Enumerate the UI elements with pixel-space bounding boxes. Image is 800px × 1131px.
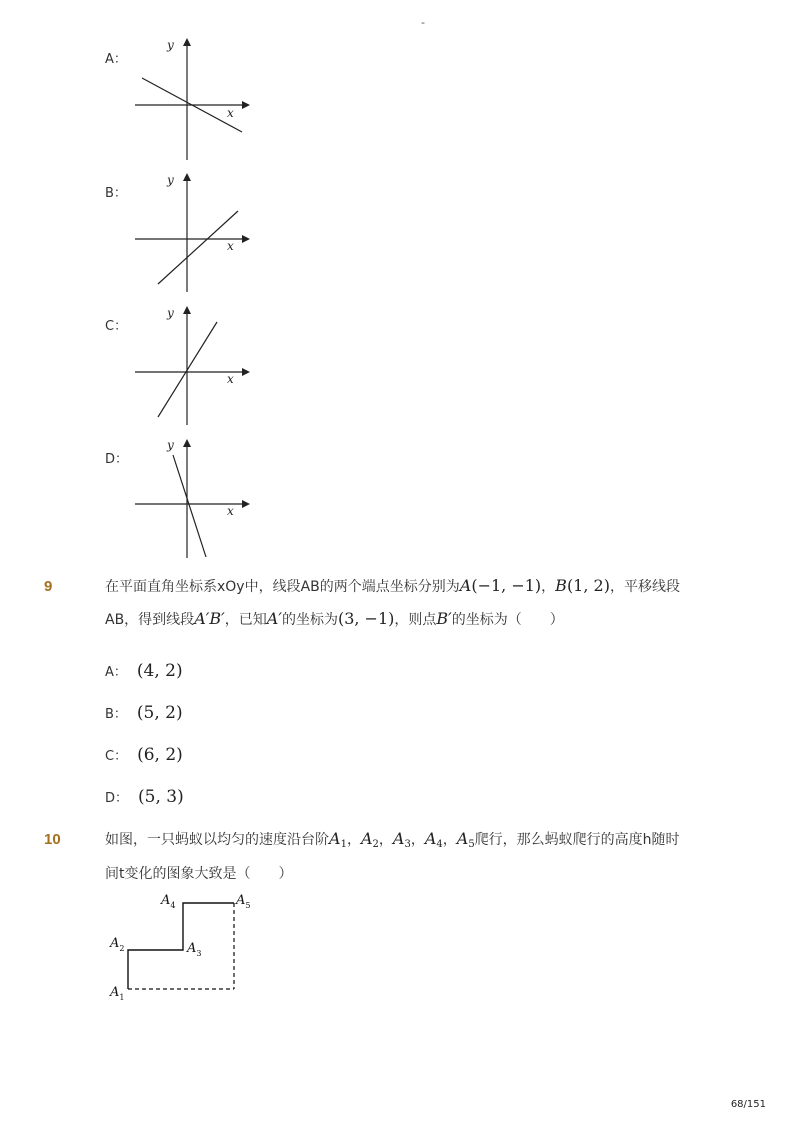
option-c-label[interactable]: C：	[105, 319, 128, 334]
point-label-a4: $A_4$	[161, 893, 176, 910]
option-a-label[interactable]: A：	[105, 52, 127, 67]
x-axis-label: x	[227, 372, 234, 386]
question-10-line-1: 如图，一只蚂蚁以均匀的速度沿台阶$A_1$，$A_2$，$A_3$，$A_4$，$A_5$爬行，那么蚂蚁爬行的高度h随时	[105, 829, 680, 850]
question-9-line-2: AB，得到线段A′B′，已知A′的坐标为(3, −1)，则点B′的坐标为（ ）	[105, 609, 564, 628]
y-axis-label: y	[167, 173, 174, 187]
x-axis-label: x	[227, 504, 234, 518]
staircase-figure	[105, 890, 265, 1010]
q9-option-d[interactable]: D： (5, 3)	[105, 787, 184, 807]
point-label-a5: $A_5$	[236, 893, 251, 910]
question-10-number: 10	[44, 831, 61, 848]
point-label-a3: $A_3$	[187, 941, 202, 958]
function-line	[173, 455, 206, 557]
point-label-a2: $A_2$	[110, 936, 125, 953]
y-axis-label: y	[167, 438, 174, 452]
option-b-graph	[130, 170, 250, 296]
option-d-label[interactable]: D：	[105, 452, 129, 467]
question-9-line-1: 在平面直角坐标系xOy中，线段AB的两个端点坐标分别为A(−1, −1)，B(1, 2)，平移线段	[105, 576, 680, 595]
x-axis-label: x	[227, 239, 234, 253]
y-axis-label: y	[167, 38, 174, 52]
y-axis-label: y	[167, 306, 174, 320]
staircase-path	[128, 903, 234, 989]
question-10-line-2: 间t变化的图象大致是（ ）	[105, 866, 293, 882]
option-d-graph	[130, 436, 250, 562]
x-axis-label: x	[227, 106, 234, 120]
option-c-graph	[130, 303, 250, 429]
point-label-a1: $A_1$	[110, 985, 125, 1002]
q9-option-a[interactable]: A： (4, 2)	[105, 661, 183, 681]
function-line	[158, 211, 238, 284]
q9-option-b[interactable]: B： (5, 2)	[105, 703, 183, 723]
question-9-number: 9	[44, 578, 53, 595]
option-a-graph	[130, 35, 250, 161]
option-b-label[interactable]: B：	[105, 186, 127, 201]
header-mark: -	[421, 16, 425, 29]
q9-option-c[interactable]: C： (6, 2)	[105, 745, 183, 765]
page-number: 68/151	[730, 1099, 766, 1110]
